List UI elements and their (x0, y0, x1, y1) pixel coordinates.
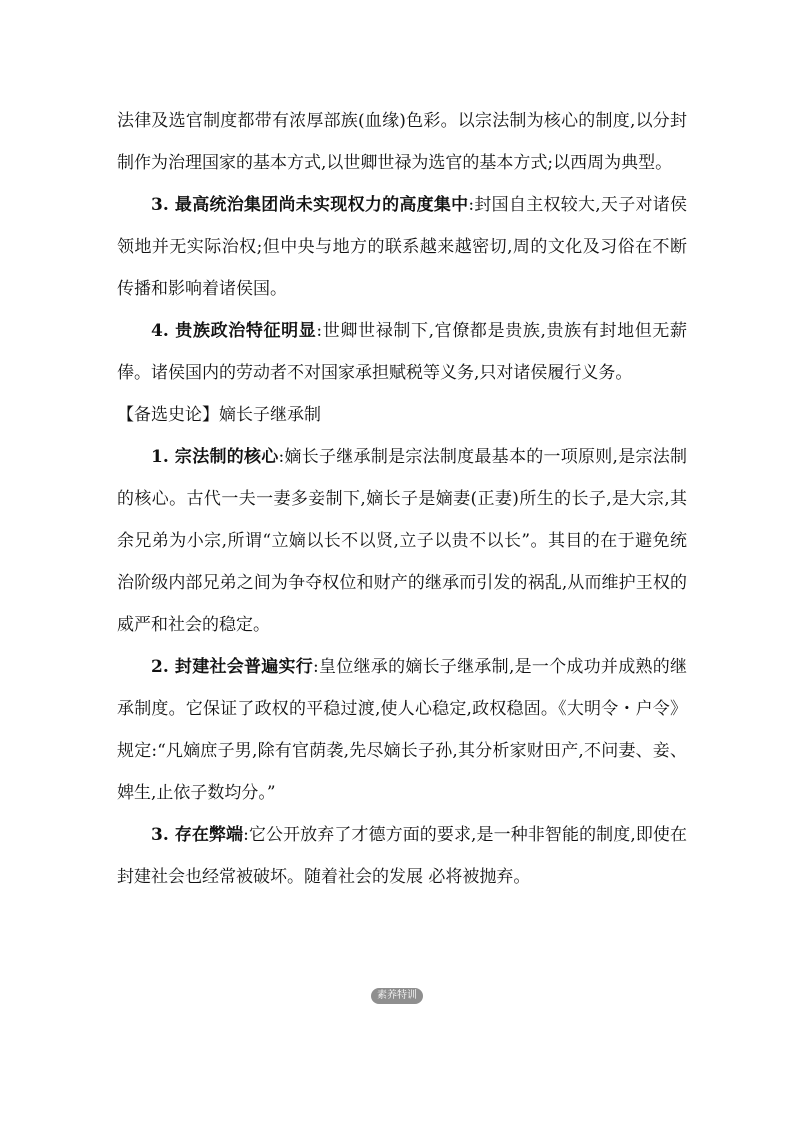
paragraph-point-2-feudal-practice (117, 646, 687, 814)
paragraph-text: 法律及选官制度都带有浓厚部族(血缘)色彩。以宗法制为核心的制度,以分封制作为治理国家的基本方式,以世卿世禄为选官的基本方式;以西周为典型。 (117, 111, 687, 173)
paragraph-intro-continuation (117, 100, 687, 184)
section-heading-title: 嫡长子继承制 (219, 405, 321, 425)
section-heading-label: 【备选史论】 (117, 405, 219, 425)
paragraph-text: :皇位继承的嫡长子继承制,是一个成功并成熟的继承制度。它保证了政权的平稳过渡,使人心稳定,政权稳固。《大明令・户令》规定:“凡嫡庶子男,除有官荫袭,先尽嫡长子孙,其分析家财田产,不问妻、妾、婢生,止依子数均分。” (117, 657, 687, 803)
paragraph-point-4-aristocratic-politics (117, 310, 687, 394)
paragraph-heading: 1. 宗法制的核心 (151, 447, 279, 467)
paragraph-text: :它公开放弃了才德方面的要求,是一种非智能的制度,即使在封建社会也经常被破坏。随着社会的发展 必将被抛弃。 (117, 825, 687, 887)
paragraph-heading: 2. 封建社会普遍实行 (151, 657, 314, 677)
paragraph-heading: 3. 最高统治集团尚未实现权力的高度集中 (151, 195, 469, 215)
paragraph-heading: 4. 贵族政治特征明显 (151, 321, 317, 341)
section-heading-supplementary-discussion (117, 394, 687, 436)
paragraph-point-3-drawbacks (117, 814, 687, 898)
paragraph-point-3-power-centralization (117, 184, 687, 310)
section-tag-badge: 素养特训 (371, 988, 423, 1004)
paragraph-point-1-core-of-patriarchy (117, 436, 687, 646)
paragraph-text: :世卿世禄制下,官僚都是贵族,贵族有封地但无薪俸。诸侯国内的劳动者不对国家承担赋税等义务,只对诸侯履行义务。 (117, 321, 687, 383)
paragraph-heading: 3. 存在弊端 (151, 825, 244, 845)
paragraph-text: :封国自主权较大,天子对诸侯领地并无实际治权;但中央与地方的联系越来越密切,周的文化及习俗在不断传播和影响着诸侯国。 (117, 195, 687, 299)
document-body (117, 100, 687, 898)
paragraph-text: :嫡长子继承制是宗法制度最基本的一项原则,是宗法制的核心。古代一夫一妻多妾制下,嫡长子是嫡妻(正妻)所生的长子,是大宗,其余兄弟为小宗,所谓“立嫡以长不以贤,立子以贵不以长”。其目的在于避免统治阶级内部兄弟之间为争夺权位和财产的继承而引发的祸乱,从而维护王权的威严和社会的稳定。 (117, 447, 687, 635)
